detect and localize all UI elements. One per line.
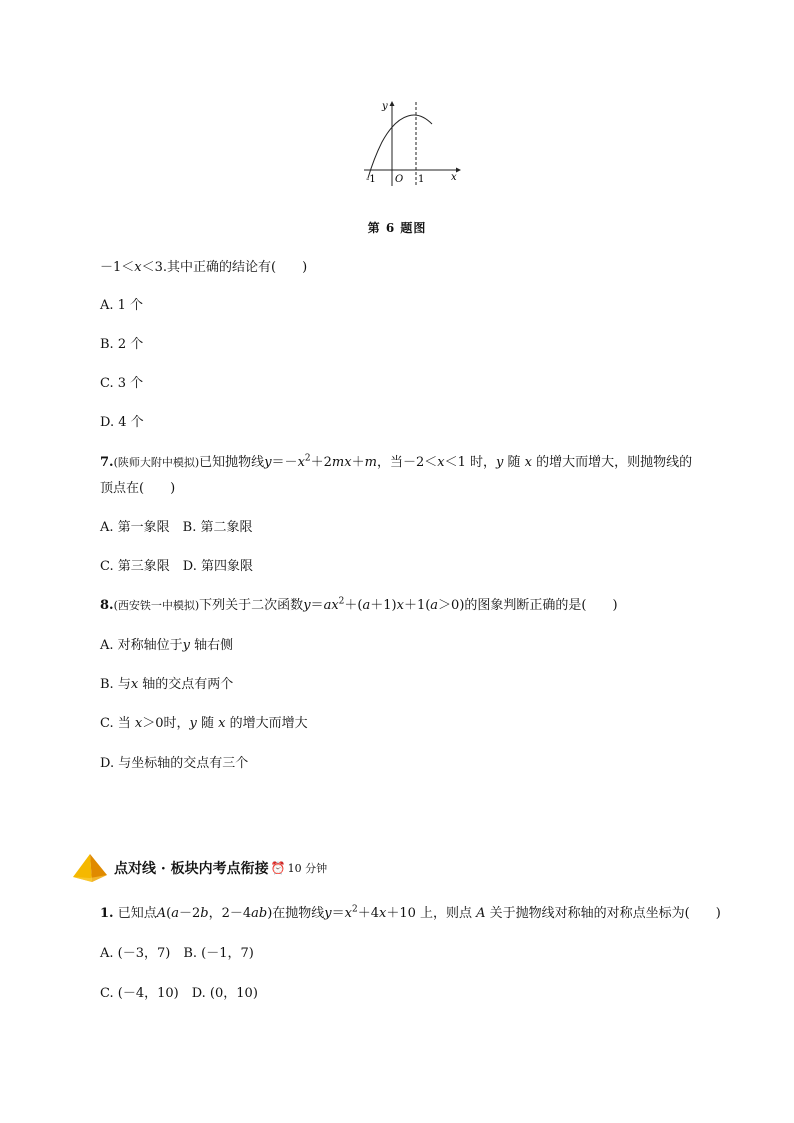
q7-var: y	[264, 455, 272, 470]
q7-number: 7.	[100, 455, 114, 470]
q7-var: x	[344, 455, 352, 470]
q6-option-d[interactable]: D. 4 个	[100, 415, 144, 430]
q8-opt-text: A. 对称轴位于	[100, 638, 183, 653]
s1-text: ，2－4	[208, 906, 252, 921]
section-time: 10 分钟	[287, 862, 328, 875]
q8-var: y	[303, 598, 311, 613]
q6-var-x: x	[134, 260, 142, 275]
q8-option-b[interactable]	[100, 676, 233, 694]
q7-var: x	[524, 455, 532, 470]
pyramid-icon	[72, 853, 108, 883]
q8-exponent: 2	[338, 596, 345, 607]
s1-exponent: 2	[351, 904, 358, 915]
s1-var: x	[344, 906, 352, 921]
q8-source: (西安铁一中模拟)	[113, 599, 200, 612]
s1-options-row1[interactable]: A. (－3，7) B. (－1，7)	[100, 946, 254, 961]
s1-text: )在抛物线	[267, 906, 325, 921]
q8-var: x	[396, 598, 404, 613]
q8-opt-var: y	[182, 638, 191, 653]
q7-stem	[100, 454, 692, 472]
origin-label: O	[395, 174, 404, 185]
q6-option-b[interactable]: B. 2 个	[100, 337, 144, 352]
s1-var: A	[476, 906, 486, 921]
s1-text: ＋10 上，则点	[386, 906, 477, 921]
q6-option-a[interactable]: A. 1 个	[100, 298, 144, 313]
q6-tail-text: －1＜	[100, 260, 135, 275]
q7-source: (陕师大附中模拟)	[113, 456, 200, 469]
s1-text: 已知点	[113, 906, 157, 921]
q7-var: x	[297, 455, 305, 470]
tick-label-1: 1	[418, 174, 425, 185]
tick-label-neg1: -1	[366, 174, 376, 185]
q8-text: ＞0)的图象判断正确的是( )	[438, 598, 618, 613]
parabola-curve	[368, 115, 432, 178]
q8-option-c[interactable]	[100, 715, 308, 733]
q8-var: a	[362, 598, 371, 613]
q8-opt-var: y	[189, 716, 197, 731]
q7-var: x	[437, 455, 445, 470]
s1-stem	[100, 905, 721, 923]
q7-var: m	[364, 455, 377, 470]
s1-text: －2	[178, 906, 201, 921]
q8-opt-text: B. 与	[100, 677, 131, 692]
s1-var: a	[171, 906, 179, 921]
q8-text: 下列关于二次函数	[199, 598, 304, 613]
alarm-clock-icon: ⏰	[270, 861, 286, 875]
q8-text: ＋1(	[403, 598, 431, 613]
x-axis-arrow	[456, 168, 461, 173]
y-axis-arrow	[390, 101, 395, 106]
s1-text: 关于抛物线对称轴的对称点坐标为( )	[485, 906, 721, 921]
q7-options-row2[interactable]: C. 第三象限 D. 第四象限	[100, 559, 253, 574]
q8-var: a	[430, 598, 439, 613]
s1-var: b	[200, 906, 209, 921]
s1-number: 1.	[100, 906, 114, 921]
y-axis-label: y	[382, 101, 388, 112]
q8-opt-var: x	[130, 677, 139, 692]
q8-opt-text: 轴右侧	[190, 638, 234, 653]
q6-tail-text-2: ＜3.其中正确的结论有( )	[141, 260, 308, 275]
figure-caption: 第 6 题图	[367, 221, 427, 235]
q8-var: x	[331, 598, 339, 613]
q8-var: a	[323, 598, 332, 613]
s1-var: x	[379, 906, 387, 921]
q6-option-c[interactable]: C. 3 个	[100, 376, 144, 391]
q8-opt-var: x	[218, 716, 226, 731]
q8-opt-text: 轴的交点有两个	[138, 677, 234, 692]
q8-opt-text: 随	[196, 716, 219, 731]
s1-options-row2[interactable]: C. (－4，10) D. (0，10)	[100, 986, 258, 1001]
s1-text: ＝	[331, 906, 345, 921]
section-header	[72, 852, 327, 884]
section-title: 点对线 · 板块内考点衔接	[114, 861, 269, 877]
q8-opt-text: 的增大而增大	[225, 716, 308, 731]
q8-option-a[interactable]	[100, 637, 233, 655]
s1-text: (	[166, 906, 172, 921]
q8-text: ＋1)	[370, 598, 397, 613]
q7-text: ＋2	[310, 455, 332, 470]
q6-tail	[100, 259, 307, 277]
q8-text: ＋(	[344, 598, 363, 613]
s1-var: ab	[251, 906, 268, 921]
s1-text: ＋4	[357, 906, 379, 921]
parabola-graph	[360, 98, 464, 190]
q8-text: ＝	[310, 598, 324, 613]
q7-text: 随	[503, 455, 525, 470]
q7-text: 的增大而增大，则抛物线的	[531, 455, 693, 470]
q7-var: m	[331, 455, 345, 470]
q8-option-d[interactable]: D. 与坐标轴的交点有三个	[100, 756, 249, 771]
q8-opt-text: ＞0时，	[142, 716, 190, 731]
q8-opt-var: x	[134, 716, 143, 731]
q7-exponent: 2	[304, 453, 311, 464]
q8-number: 8.	[100, 598, 114, 613]
q8-stem	[100, 597, 618, 615]
q7-text: ＝－	[271, 455, 298, 470]
s1-var: y	[324, 906, 332, 921]
q7-var: y	[495, 455, 504, 470]
q7-text: 已知抛物线	[199, 455, 265, 470]
q7-options-row1[interactable]: A. 第一象限 B. 第二象限	[100, 520, 253, 535]
q7-stem-line2: 顶点在( )	[100, 481, 176, 496]
q7-text: ，当－2＜	[376, 455, 438, 470]
x-axis-label: x	[451, 172, 457, 183]
s1-var: A	[156, 906, 167, 921]
q8-opt-text: C. 当	[100, 716, 135, 731]
q7-text: ＋	[351, 455, 365, 470]
q7-text: ＜1 时，	[444, 455, 496, 470]
